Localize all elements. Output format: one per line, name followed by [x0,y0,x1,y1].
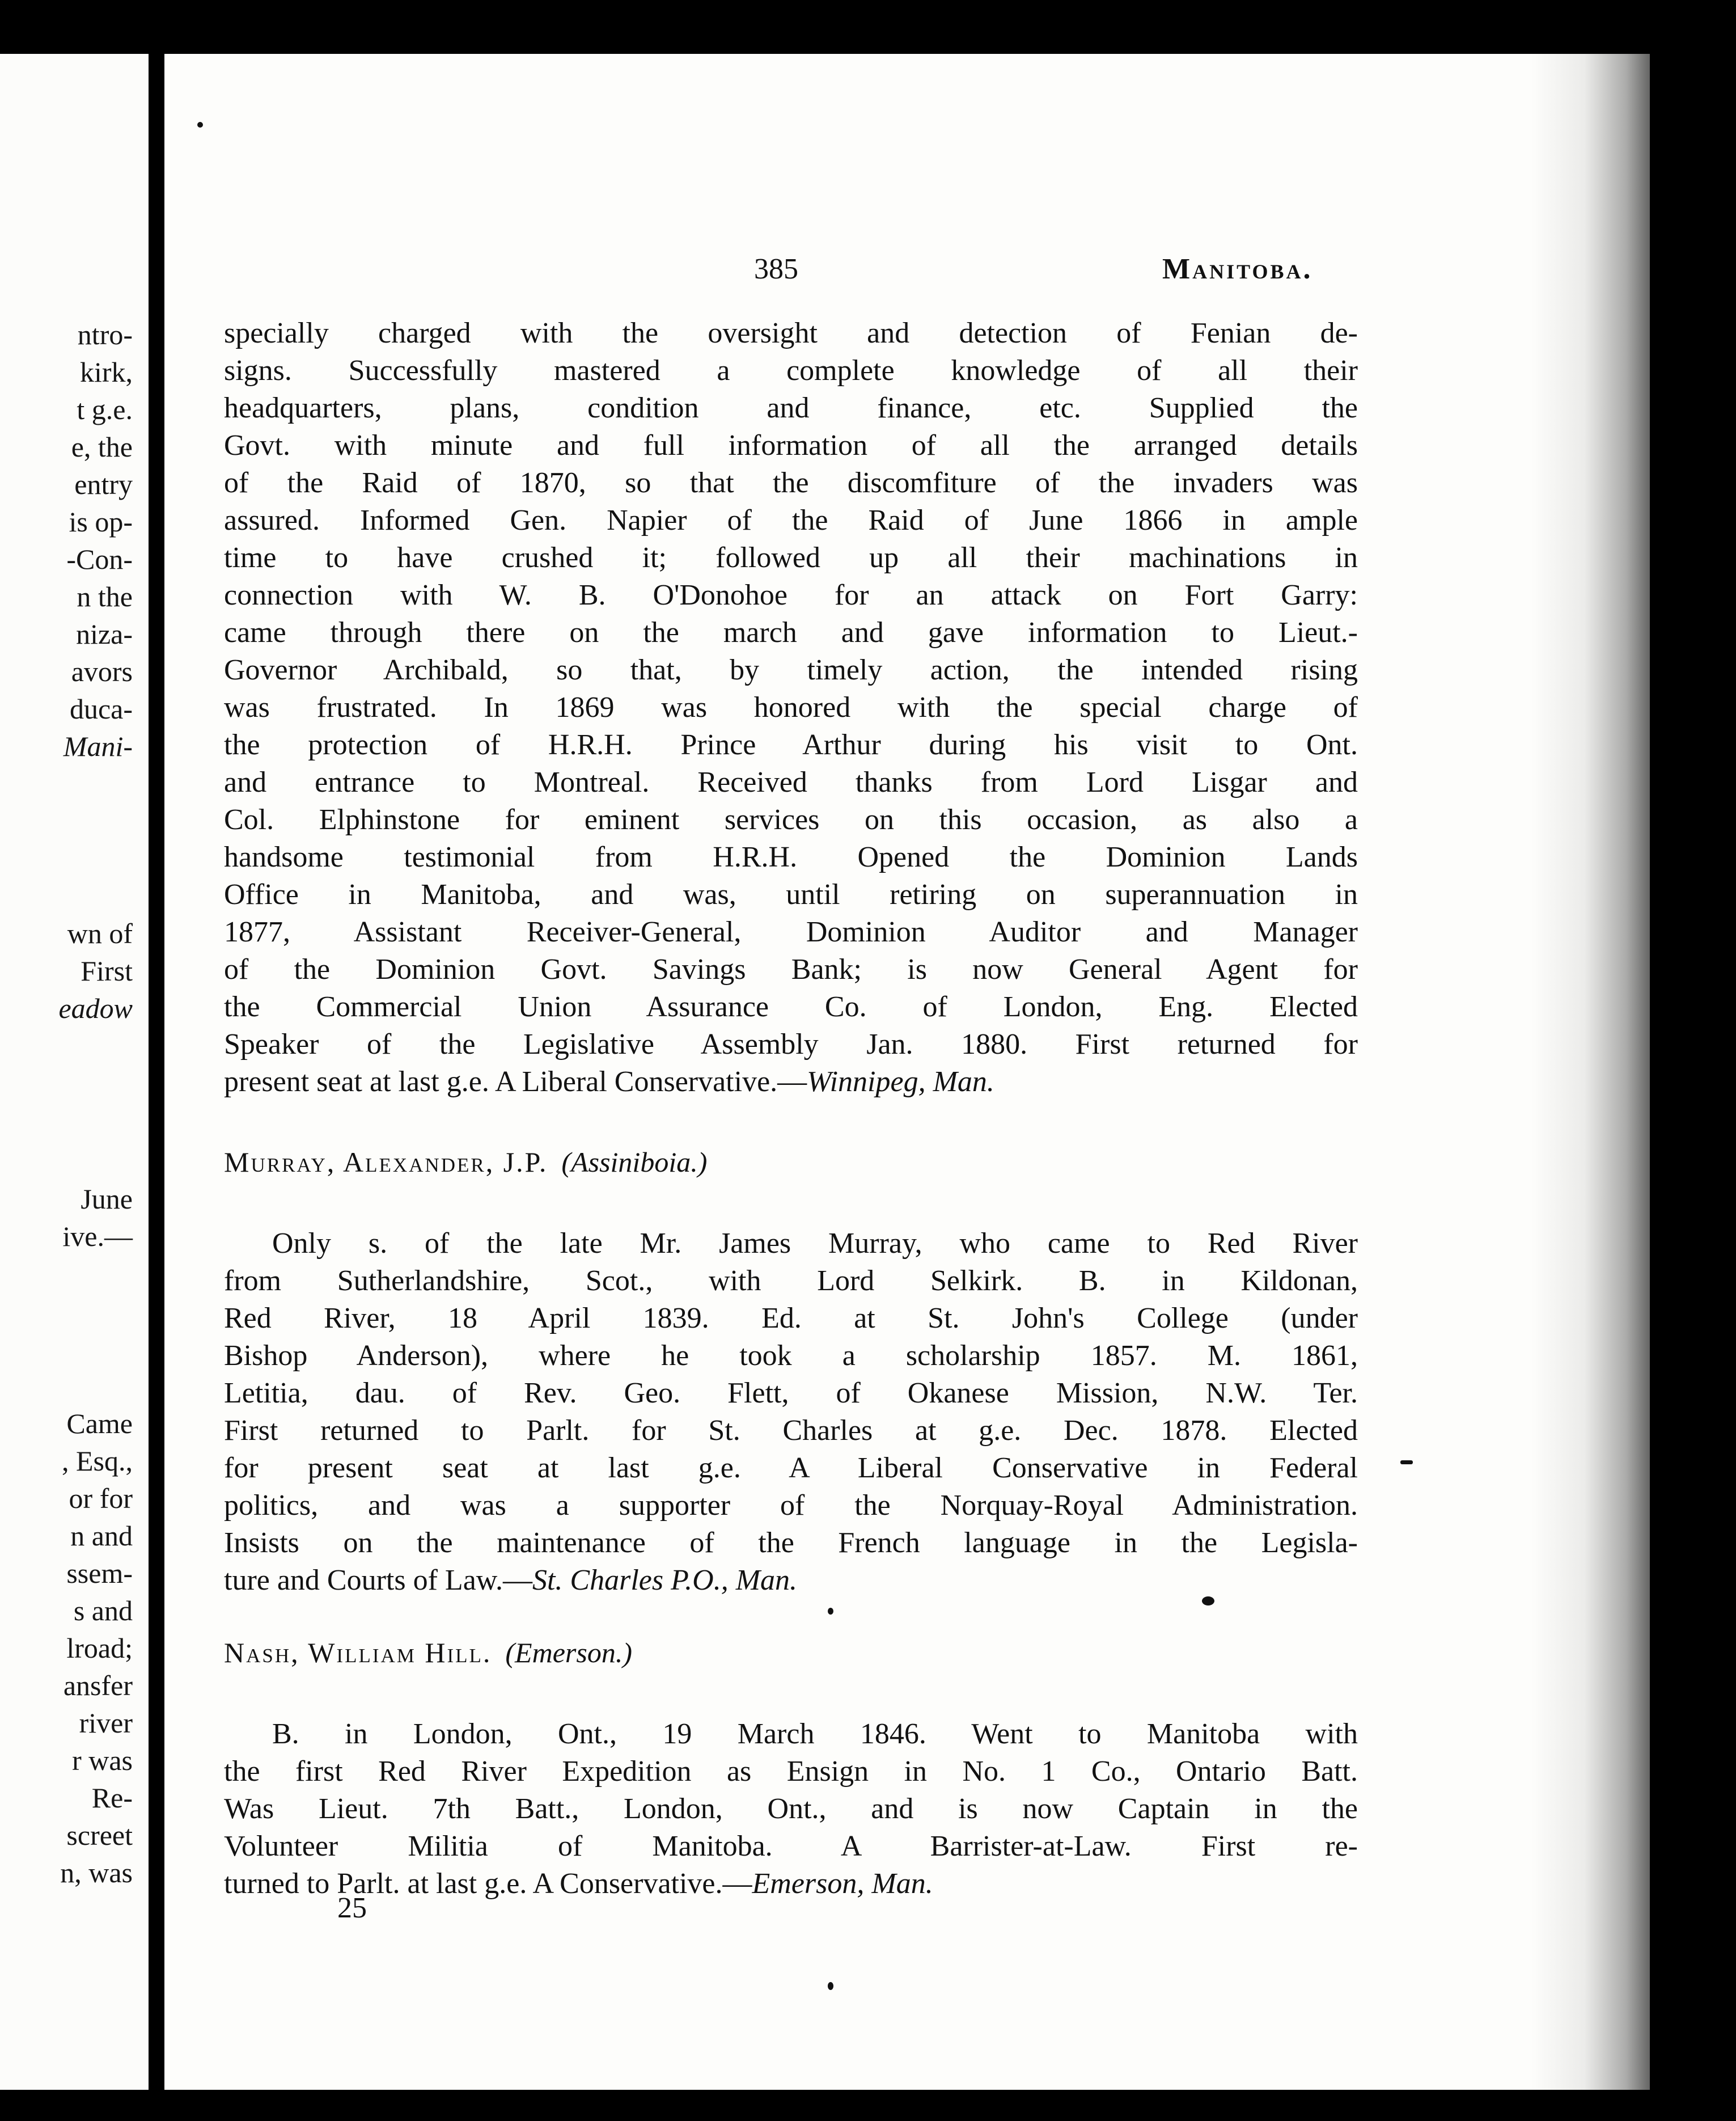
text-line: specially charged with the oversight and detection of Fenian de- [224,317,1358,349]
prev-page-fragment: Came [66,1408,133,1439]
member-name: Murray, Alexander, J.P. [224,1146,548,1178]
scan-speck [828,1982,833,1990]
scan-speck [1202,1596,1214,1605]
text-line: handsome testimonial from H.R.H. Opened the Dominion Lands [224,841,1358,873]
text-line: Speaker of the Legislative Assembly Jan. 1880. First returned for [224,1028,1358,1060]
text-line: Bishop Anderson), where he took a scholarship 1857. M. 1861, [224,1340,1358,1372]
prev-page-fragment: duca- [69,693,133,725]
prev-page-fragment: June [81,1183,133,1215]
text-line-last [224,1063,1358,1101]
prev-page-fragment: entry [74,468,133,500]
prev-page-fragment: is op- [69,506,133,538]
text-line: Letitia, dau. of Rev. Geo. Flett, of Okanese Mission, N.W. Ter. [224,1377,1358,1409]
prev-page-fragment: r was [72,1744,133,1776]
text-line: Was Lieut. 7th Batt., London, Ont., and is now Captain in the [224,1793,1358,1825]
scan-speck [828,1608,833,1615]
prev-page-fragment: n, was [60,1857,133,1888]
running-head [164,252,1650,298]
entry-heading [224,1636,632,1669]
prev-page-fragment: screet [66,1819,133,1851]
text-line: connection with W. B. O'Donohoe for an attack on Fort Garry: [224,579,1358,611]
prev-page-fragment: Re- [91,1782,133,1814]
text-line: signs. Successfully mastered a complete knowledge of all their [224,354,1358,387]
prev-page-fragment: ntro- [77,319,133,350]
prev-page-fragment: river [79,1707,133,1739]
prev-page-fragment: ive.— [62,1220,133,1252]
page-edge-shadow [1531,54,1650,2090]
entry-address: Winnipeg, Man. [807,1066,994,1098]
prev-page-fragment: or for [69,1482,133,1514]
prev-page-fragment: , Esq., [62,1445,133,1477]
entry-address: Emerson, Man. [752,1868,933,1900]
book-gutter [149,54,164,2090]
text-line: the first Red River Expedition as Ensign in No. 1 Co., Ontario Batt. [224,1755,1358,1788]
prev-page-fragment: ssem- [66,1557,133,1589]
previous-page-strip [0,54,149,2090]
prev-page-fragment: t g.e. [77,394,133,425]
text-line: Governor Archibald, so that, by timely action, the intended rising [224,654,1358,686]
prev-page-fragment: First [81,955,133,987]
prev-page-fragment: Mani- [63,730,133,762]
text-line: First returned to Parlt. for St. Charles at g.e. Dec. 1878. Elected [224,1414,1358,1447]
page-number: 385 [754,253,798,285]
text-line-last [224,1562,1358,1599]
scan-speck [1400,1460,1413,1464]
text-line: Insists on the maintenance of the French language in the Legisla- [224,1527,1358,1559]
text-line-last [224,1865,1358,1903]
text-line: came through there on the march and gave information to Lieut.- [224,616,1358,649]
constituency: (Assiniboia.) [561,1146,708,1178]
entry-closing-text: present seat at last g.e. A Liberal Conservative.— [224,1066,807,1098]
text-line: 1877, Assistant Receiver-General, Dominion Auditor and Manager [224,916,1358,948]
text-line: politics, and was a supporter of the Norquay-Royal Administration. [224,1489,1358,1522]
text-line: of the Dominion Govt. Savings Bank; is now General Agent for [224,953,1358,986]
text-line: Col. Elphinstone for eminent services on this occasion, as also a [224,804,1358,836]
member-name: Nash, William Hill. [224,1637,492,1668]
prev-page-fragment: wn of [67,918,133,949]
prev-page-fragment: avors [71,656,133,687]
entry-closing-text: turned to Parlt. at last g.e. A Conservative.— [224,1868,752,1900]
constituency: (Emerson.) [505,1637,632,1668]
text-line: Volunteer Militia of Manitoba. A Barrister-at-Law. First re- [224,1830,1358,1862]
book-page [164,54,1650,2090]
text-line: B. in London, Ont., 19 March 1846. Went to Manitoba with [272,1718,1358,1750]
text-line: and entrance to Montreal. Received thanks from Lord Lisgar and [224,766,1358,798]
text-line: the Commercial Union Assurance Co. of London, Eng. Elected [224,991,1358,1023]
prev-page-fragment: n and [70,1520,133,1552]
prev-page-fragment: eadow [58,992,133,1024]
scan-speck [197,122,203,128]
prev-page-fragment: -Con- [66,543,133,575]
text-line: Red River, 18 April 1839. Ed. at St. John's College (under [224,1302,1358,1334]
prev-page-fragment: n the [77,581,133,612]
text-line: from Sutherlandshire, Scot., with Lord Selkirk. B. in Kildonan, [224,1265,1358,1297]
prev-page-fragment: lroad; [66,1632,133,1664]
text-line: time to have crushed it; followed up all their machinations in [224,542,1358,574]
running-title: Manitoba. [1162,253,1313,285]
prev-page-fragment: kirk, [79,356,133,388]
entry-closing-text: ture and Courts of Law.— [224,1564,532,1596]
text-line: Only s. of the late Mr. James Murray, who came to Red River [272,1227,1358,1260]
prev-page-fragment: s and [73,1595,133,1626]
text-line: for present seat at last g.e. A Liberal Conservative in Federal [224,1452,1358,1484]
text-line: the protection of H.R.H. Prince Arthur during his visit to Ont. [224,729,1358,761]
entry-address: St. Charles P.O., Man. [532,1564,798,1596]
prev-page-fragment: e, the [71,431,133,463]
text-line: headquarters, plans, condition and finance, etc. Supplied the [224,392,1358,424]
prev-page-fragment: niza- [76,618,133,650]
signature-mark: 25 [337,1892,367,1924]
text-line: was frustrated. In 1869 was honored with the special charge of [224,691,1358,724]
text-line: assured. Informed Gen. Napier of the Raid of June 1866 in ample [224,504,1358,536]
text-line: of the Raid of 1870, so that the discomfiture of the invaders was [224,467,1358,499]
entry-heading [224,1146,707,1178]
prev-page-fragment: ansfer [63,1670,133,1701]
text-line: Office in Manitoba, and was, until retiring on superannuation in [224,878,1358,911]
text-line: Govt. with minute and full information of all the arranged details [224,429,1358,462]
